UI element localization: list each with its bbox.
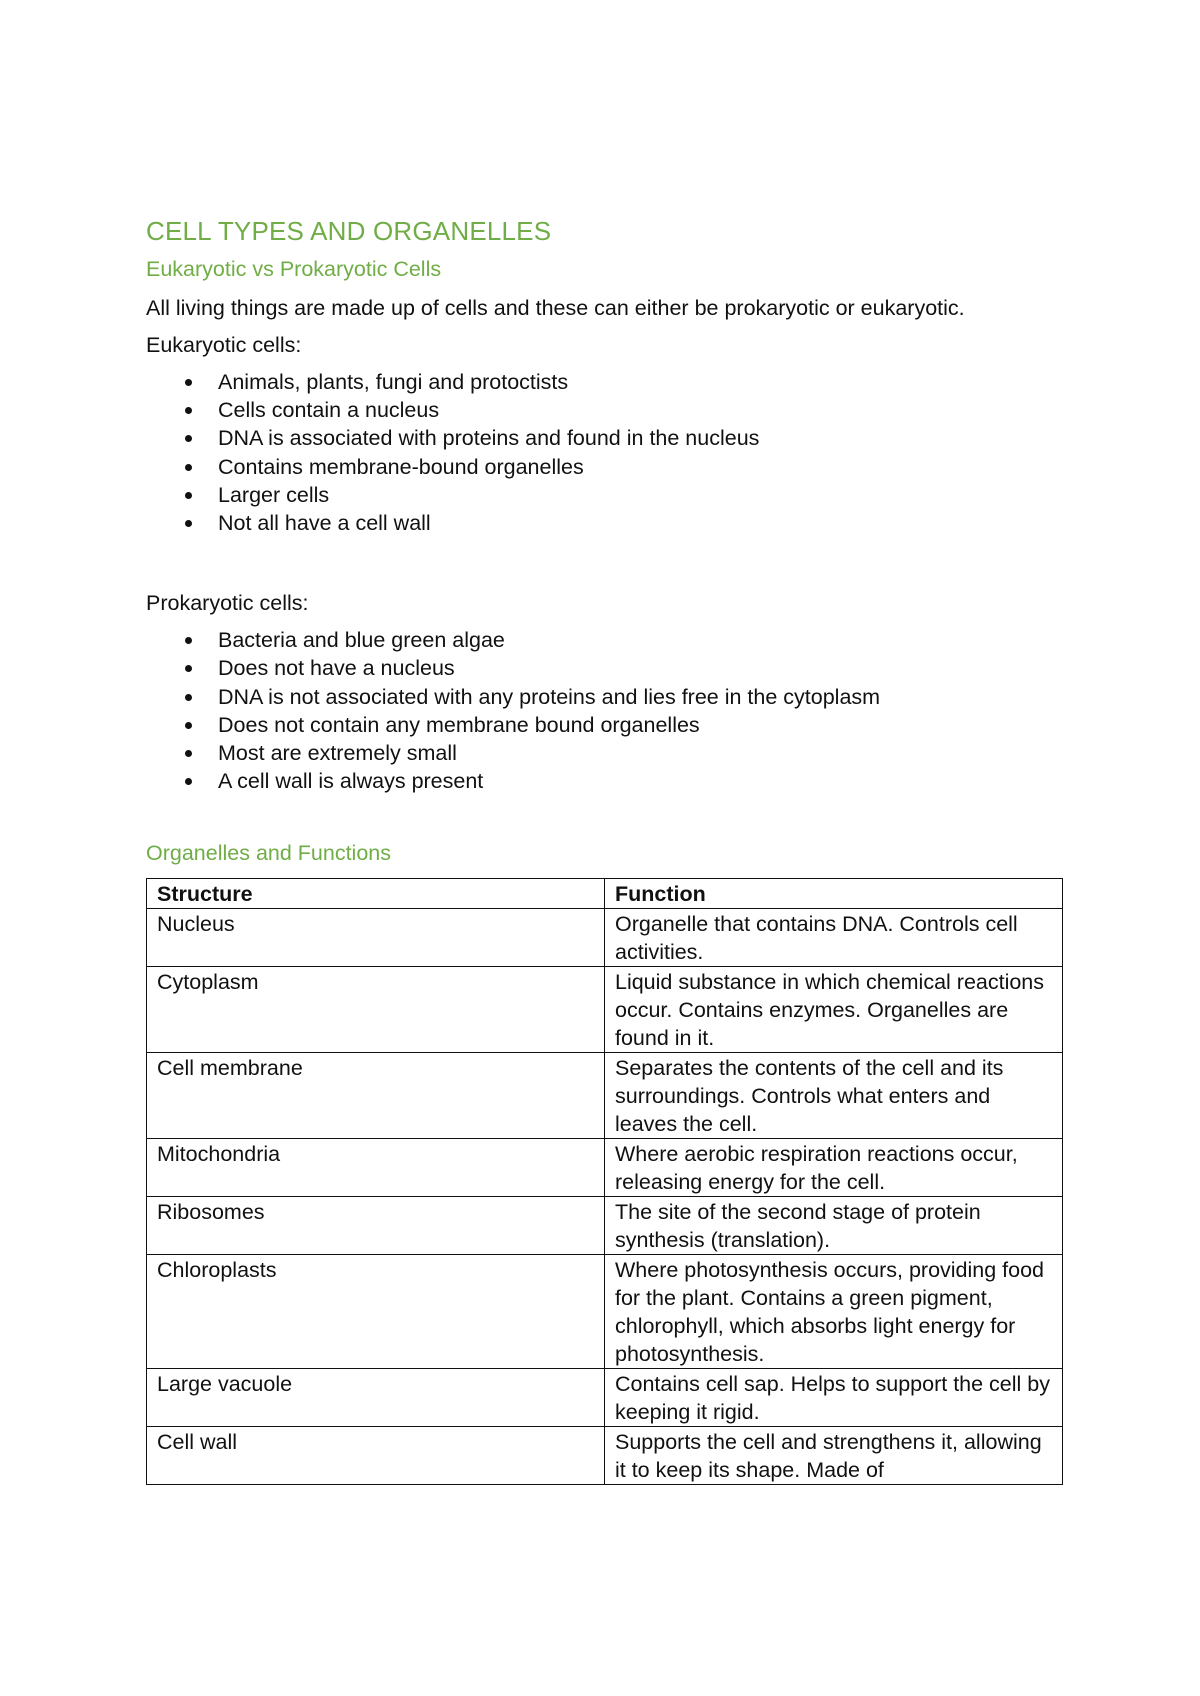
list-item: DNA is not associated with any proteins and lies free in the cytoplasm [146, 683, 1062, 711]
table-row [147, 1255, 1063, 1369]
bullet-icon [185, 407, 192, 414]
column-header-structure: Structure [147, 879, 605, 909]
function-cell: Organelle that contains DNA. Controls cell activities. [604, 909, 1062, 967]
table-row [147, 909, 1063, 967]
structure-cell: Chloroplasts [147, 1255, 605, 1369]
function-cell: Supports the cell and strengthens it, allowing it to keep its shape. Made of [604, 1427, 1062, 1485]
bullet-icon [185, 435, 192, 442]
function-cell: Where photosynthesis occurs, providing food for the plant. Contains a green pigment, chlorophyll, which absorbs light energy for photosynthesis. [604, 1255, 1062, 1369]
list-item: A cell wall is always present [146, 767, 1062, 795]
list-item: Animals, plants, fungi and protoctists [146, 368, 1062, 396]
section-heading-organelles: Organelles and Functions [146, 841, 392, 866]
list-item: Contains membrane-bound organelles [146, 453, 1062, 481]
table-row [147, 1369, 1063, 1427]
structure-cell: Large vacuole [147, 1369, 605, 1427]
function-cell: The site of the second stage of protein synthesis (translation). [604, 1197, 1062, 1255]
function-cell: Liquid substance in which chemical reactions occur. Contains enzymes. Organelles are found in it. [604, 967, 1062, 1053]
bullet-icon [185, 637, 192, 644]
table-row [147, 1053, 1063, 1139]
organelles-table [146, 878, 1063, 1485]
prokaryotic-label: Prokaryotic cells: [146, 591, 309, 616]
table-row [147, 1197, 1063, 1255]
table-row [147, 967, 1063, 1053]
structure-cell: Mitochondria [147, 1139, 605, 1197]
list-item: DNA is associated with proteins and found in the nucleus [146, 424, 1062, 452]
function-cell: Separates the contents of the cell and its surroundings. Controls what enters and leaves the cell. [604, 1053, 1062, 1139]
structure-cell: Ribosomes [147, 1197, 605, 1255]
bullet-icon [185, 520, 192, 527]
function-cell: Contains cell sap. Helps to support the cell by keeping it rigid. [604, 1369, 1062, 1427]
bullet-icon [185, 492, 192, 499]
bullet-icon [185, 722, 192, 729]
table-header-row [147, 879, 1063, 909]
list-item: Not all have a cell wall [146, 509, 1062, 537]
eukaryotic-list [146, 368, 1062, 537]
table-row [147, 1139, 1063, 1197]
list-item: Does not contain any membrane bound organelles [146, 711, 1062, 739]
structure-cell: Cell wall [147, 1427, 605, 1485]
list-item: Bacteria and blue green algae [146, 626, 1062, 654]
bullet-icon [185, 379, 192, 386]
intro-paragraph: All living things are made up of cells and these can either be prokaryotic or eukaryotic. [146, 296, 965, 320]
eukaryotic-label: Eukaryotic cells: [146, 333, 302, 357]
bullet-icon [185, 665, 192, 672]
list-item: Larger cells [146, 481, 1062, 509]
column-header-function: Function [604, 879, 1062, 909]
function-cell: Where aerobic respiration reactions occur, releasing energy for the cell. [604, 1139, 1062, 1197]
structure-cell: Cell membrane [147, 1053, 605, 1139]
bullet-icon [185, 694, 192, 701]
bullet-icon [185, 778, 192, 785]
document-page [146, 216, 1062, 1485]
list-item: Does not have a nucleus [146, 654, 1062, 682]
table-row [147, 1427, 1063, 1485]
structure-cell: Nucleus [147, 909, 605, 967]
list-item: Most are extremely small [146, 739, 1062, 767]
section-heading-cell-types: Eukaryotic vs Prokaryotic Cells [146, 257, 442, 281]
prokaryotic-list [146, 626, 1062, 795]
list-item: Cells contain a nucleus [146, 396, 1062, 424]
bullet-icon [185, 464, 192, 471]
bullet-icon [185, 750, 192, 757]
document-title: CELL TYPES AND ORGANELLES [146, 216, 552, 246]
structure-cell: Cytoplasm [147, 967, 605, 1053]
